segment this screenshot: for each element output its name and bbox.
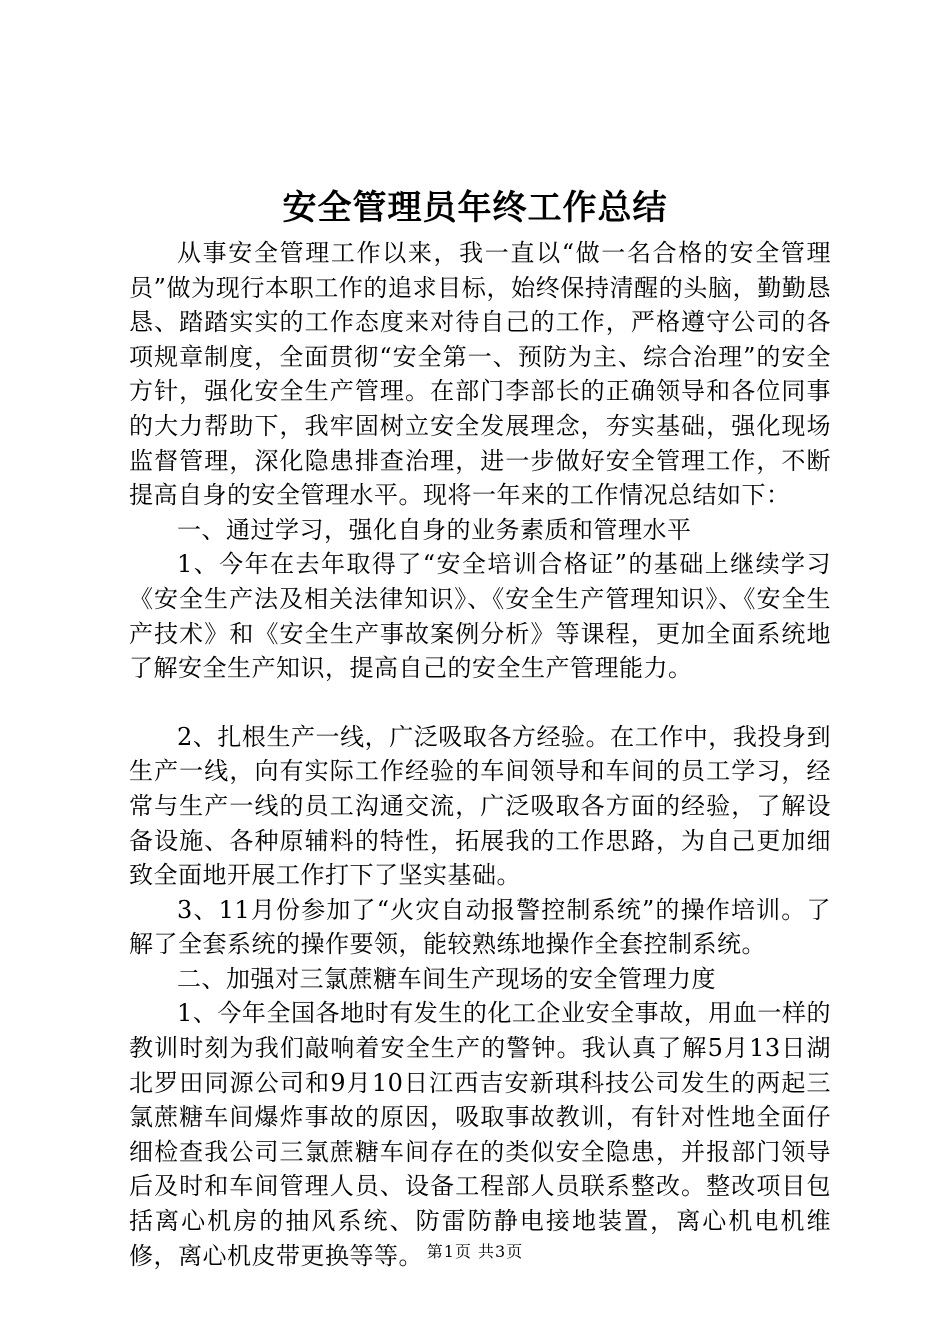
page-footer: 第1页 共3页 (426, 1242, 524, 1261)
paragraph-1-3: 3、11月份参加了“火灾自动报警控制系统”的操作培训。了解了全套系统的操作要领，能较熟练地操作全套控制系统。 (129, 895, 831, 959)
paragraph-2-1: 1、今年全国各地时有发生的化工企业安全事故，用血一样的教训时刻为我们敲响着安全生产的警钟。我认真了解5月13日湖北罗田同源公司和9月10日江西吉安新琪科技公司发生的两起三氯蔗糖车间爆炸事故的原因，吸取事故教训，有针对性地全面仔细检查我公司三氯蔗糖车间存在的类似安全隐患，并报部门领导后及时和车间管理人员、设备工程部人员联系整改。整改项目包括离心机房的抽风系统、防雷防静电接地装置，离心机电机维修，离心机皮带更换等等。 (129, 999, 831, 1270)
section-heading-2: 二、加强对三氯蔗糖车间生产现场的安全管理力度 (177, 964, 716, 993)
document-body (129, 236, 831, 1273)
document-title: 安全管理员年终工作总结 (282, 188, 668, 228)
section-heading-1: 一、通过学习，强化自身的业务素质和管理水平 (177, 515, 692, 544)
paragraph-1-2: 2、扎根生产一线，广泛吸取各方经验。在工作中，我投身到生产一线，向有实际工作经验的车间领导和车间的员工学习，经常与生产一线的员工沟通交流，广泛吸取各方面的经验，了解设备设施、各种原辅料的特性，拓展我的工作思路，为自己更加细致全面地开展工作打下了坚实基础。 (129, 722, 831, 890)
paragraph-1-1: 1、今年在去年取得了“安全培训合格证”的基础上继续学习《安全生产法及相关法律知识》、《安全生产管理知识》、《安全生产技术》和《安全生产事故案例分析》等课程，更加全面系统地了解安全生产知识，提高自己的安全生产管理能力。 (129, 550, 831, 683)
paragraph-intro: 从事安全管理工作以来，我一直以“做一名合格的安全管理员”做为现行本职工作的追求目标，始终保持清醒的头脑，勤勤恳恳、踏踏实实的工作态度来对待自己的工作，严格遵守公司的各项规章制度，全面贯彻“安全第一、预防为主、综合治理”的安全方针，强化安全生产管理。在部门李部长的正确领导和各位同事的大力帮助下，我牢固树立安全发展理念，夯实基础，强化现场监督管理，深化隐患排查治理，进一步做好安全管理工作，不断提高自身的安全管理水平。现将一年来的工作情况总结如下： (129, 239, 831, 510)
